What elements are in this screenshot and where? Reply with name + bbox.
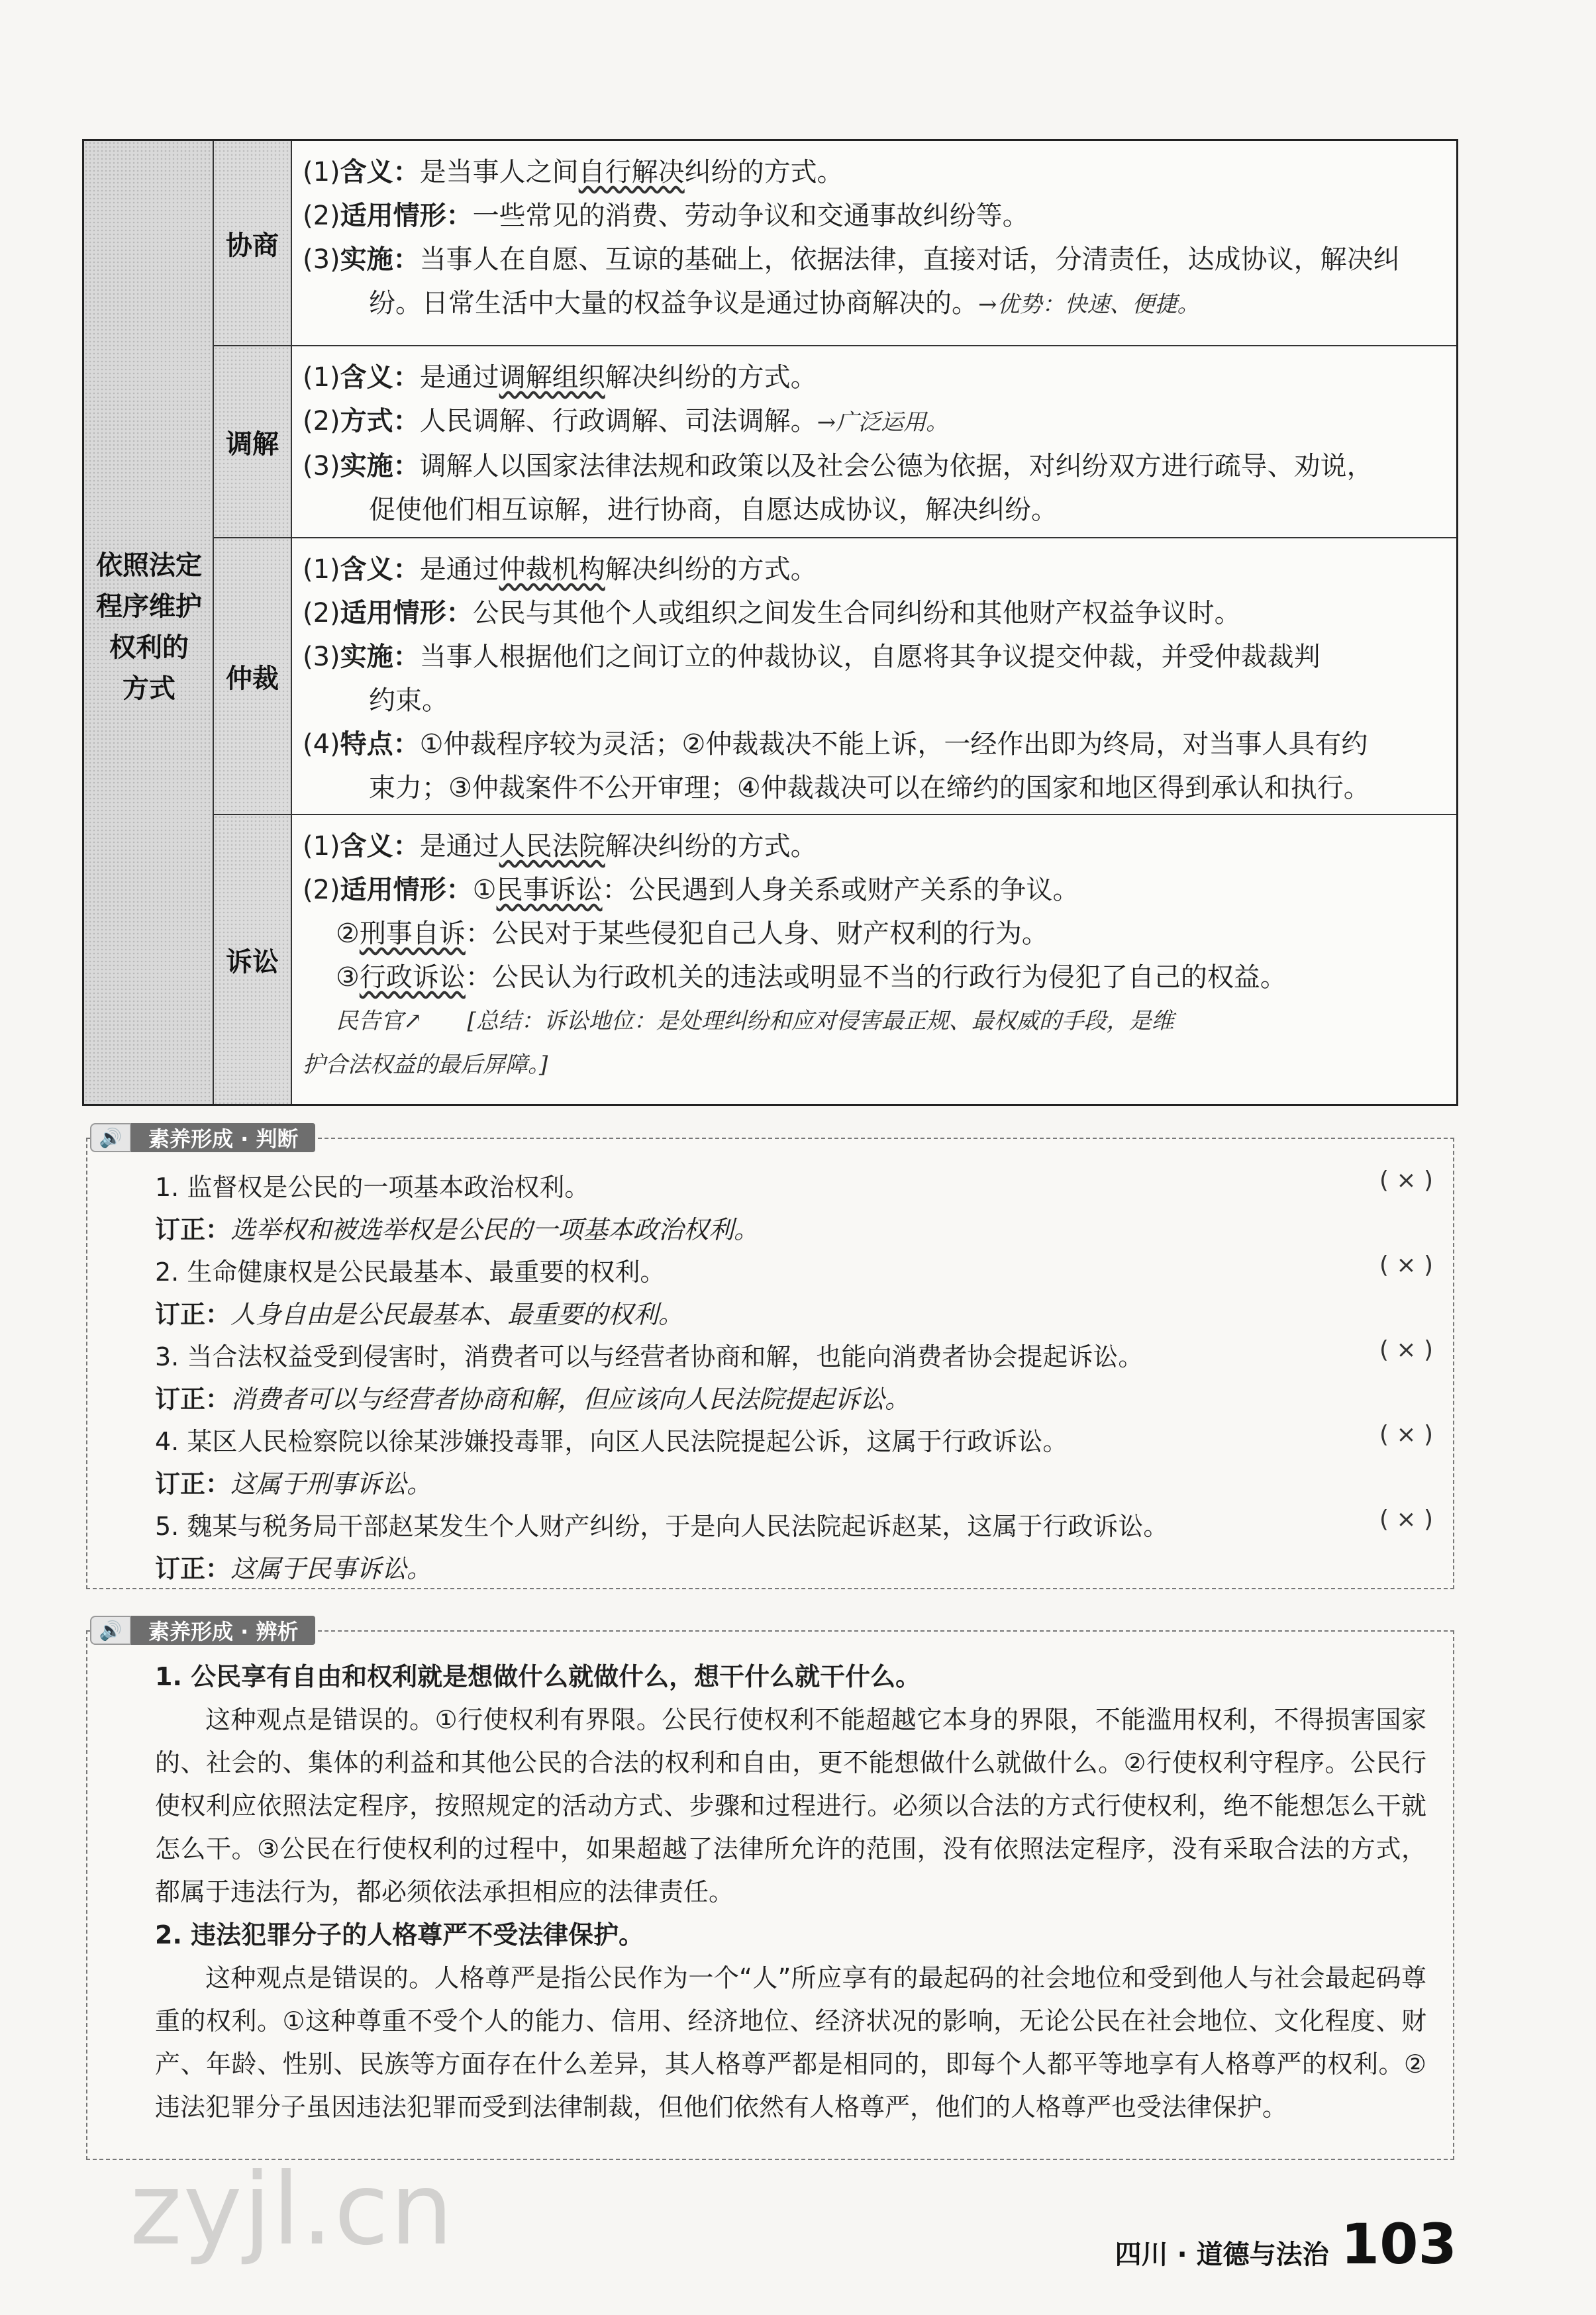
correction: 订正：消费者可以与经营者协商和解，但应该向人民法院提起诉讼。 [155,1385,911,1414]
table-line: (2)方式：人民调解、行政调解、司法调解。→广泛运用。 [303,406,949,436]
table-line: ③行政诉讼：公民认为行政机关的违法或明显不当的行政行为侵犯了自己的权益。 [336,962,1287,993]
panel-header [90,1122,315,1154]
table-line: (1)含义：是通过仲裁机构解决纠纷的方式。 [303,554,817,585]
table-line: (2)适用情形：一些常见的消费、劳动争议和交通事故纠纷等。 [303,201,1029,231]
judge-question: 5. 魏某与税务局干部赵某发生个人财产纠纷，于是向人民法院起诉赵某，这属于行政诉讼。 ( × ) [155,1506,1433,1541]
table-line: (3)实施：调解人以国家法律法规和政策以及社会公德为依据，对纠纷双方进行疏导、劝说， [303,451,1373,481]
table-line: (2)适用情形：①民事诉讼：公民遇到人身关系或财产关系的争议。 [303,875,1079,905]
correction: 订正：选举权和被选举权是公民的一项基本政治权利。 [155,1215,760,1244]
judge-question: 3. 当合法权益受到侵害时，消费者可以与经营者协商和解，也能向消费者协会提起诉讼。 ( × ) [155,1336,1433,1371]
section-name: 协商 [214,141,292,345]
table-line: 纷。日常生活中大量的权益争议是通过协商解决的。→优势：快速、便捷。 [369,288,1200,319]
table-line: (1)含义：是通过人民法院解决纠纷的方式。 [303,831,817,862]
page-footer [1115,2212,1457,2277]
panel-title: 素养形成 · 辨析 [131,1616,315,1645]
page-number: 103 [1340,2212,1457,2277]
judge-panel [86,1126,1454,1589]
table-line: 约束。 [369,685,448,716]
analysis-answer: 这种观点是错误的。人格尊严是指公民作为一个“人”所应享有的最起码的社会地位和受到他人与社会最起码尊重的权利。①这种尊重不受个人的能力、信用、经济地位、经济状况的影响，无论公民在社会地位、文化程度、财产、年龄、性别、民族等方面存在什么差异，其人格尊严都是相同的，即每个人都平等地享有人格尊严的权利。②违法犯罪分子虽因违法犯罪而受到法律制裁，但他们依然有人格尊严，他们的人格尊严也受法律保护。 [155,1963,1426,2122]
answer-mark: ( × ) [1379,1167,1433,1194]
section-name: 诉讼 [214,815,292,1104]
section-negotiation [214,141,1456,346]
section-body [303,824,1444,1087]
section-name: 仲裁 [214,538,292,814]
answer-mark: ( × ) [1379,1336,1433,1363]
correction: 订正：这属于刑事诉讼。 [155,1469,432,1499]
summary-table [82,139,1458,1106]
table-line: (1)含义：是通过调解组织解决纠纷的方式。 [303,362,817,393]
left-category-label: 依照法定 程序维护 权利的 方式 [96,550,202,704]
correction: 订正：人身自由是公民最基本、最重要的权利。 [155,1300,684,1329]
section-litigation [214,815,1456,1104]
judge-question: 4. 某区人民检察院以徐某涉嫌投毒罪，向区人民法院提起公诉，这属于行政诉讼。 ( × ) [155,1421,1433,1456]
section-body [303,548,1444,810]
answer-mark: ( × ) [1379,1252,1433,1279]
footer-text: 四川 · 道德与法治 [1115,2240,1329,2270]
section-mediation [214,346,1456,538]
table-line: ②刑事自诉：公民对于某些侵犯自己人身、财产权利的行为。 [336,918,1048,949]
table-line: (3)实施：当事人根据他们之间订立的仲裁协议，自愿将其争议提交仲裁，并受仲裁裁判 [303,642,1321,672]
section-arbitration [214,538,1456,815]
correction: 订正：这属于民事诉讼。 [155,1554,432,1583]
section-name: 调解 [214,346,292,537]
table-line: (2)适用情形：公民与其他个人或组织之间发生合同纠纷和其他财产权益争议时。 [303,598,1241,628]
analysis-panel [86,1619,1454,2160]
analysis-question: 2. 违法犯罪分子的人格尊严不受法律保护。 [155,1920,644,1949]
analysis-question: 1. 公民享有自由和权利就是想做什么就做什么，想干什么就干什么。 [155,1662,921,1691]
panel-header [90,1614,315,1646]
panel-title: 素养形成 · 判断 [131,1123,315,1152]
table-line: 促使他们相互谅解，进行协商，自愿达成协议，解决纠纷。 [369,495,1058,525]
section-body [303,356,1444,532]
watermark: zyjl.cn [130,2152,455,2267]
handwritten-note: →广泛运用。 [817,409,949,436]
handwritten-note: 护合法权益的最后屏障。] [303,1052,548,1078]
judge-question: 1. 监督权是公民的一项基本政治权利。 ( × ) [155,1167,1433,1202]
table-line: (3)实施：当事人在自愿、互谅的基础上，依据法律，直接对话，分清责任，达成协议，解决纠 [303,244,1400,275]
table-line: (4)特点：①仲裁程序较为灵活；②仲裁裁决不能上诉，一经作出即为终局，对当事人具有约 [303,729,1368,760]
handwritten-note: 民告官↗ [总结：诉讼地位：是处理纠纷和应对侵害最正规、最权威的手段，是维 [336,1008,1174,1034]
section-body [303,150,1444,326]
analysis-answer: 这种观点是错误的。①行使权利有界限。公民行使权利不能超越它本身的界限，不能滥用权利，不得损害国家的、社会的、集体的利益和其他公民的合法的权利和自由，更不能想做什么就做什么。②行使权利守程序。公民行使权利应依照法定程序，按照规定的活动方式、步骤和过程进行。必须以合法的方式行使权利，绝不能想怎么干就怎么干。③公民在行使权利的过程中，如果超越了法律所允许的范围，没有依照法定程序，没有采取合法的方式，都属于违法行为，都必须依法承担相应的法律责任。 [155,1705,1426,1906]
speaker-icon[interactable]: 🔊 [90,1123,131,1152]
answer-mark: ( × ) [1379,1421,1433,1448]
speaker-icon[interactable]: 🔊 [90,1616,131,1645]
table-line: 束力；③仲裁案件不公开审理；④仲裁裁决可以在缔约的国家和地区得到承认和执行。 [369,773,1370,803]
left-category-cell [84,141,214,1104]
answer-mark: ( × ) [1379,1506,1433,1533]
handwritten-note: →优势：快速、便捷。 [978,291,1200,318]
judge-question: 2. 生命健康权是公民最基本、最重要的权利。 ( × ) [155,1252,1433,1287]
table-line: (1)含义：是当事人之间自行解决纠纷的方式。 [303,157,844,187]
